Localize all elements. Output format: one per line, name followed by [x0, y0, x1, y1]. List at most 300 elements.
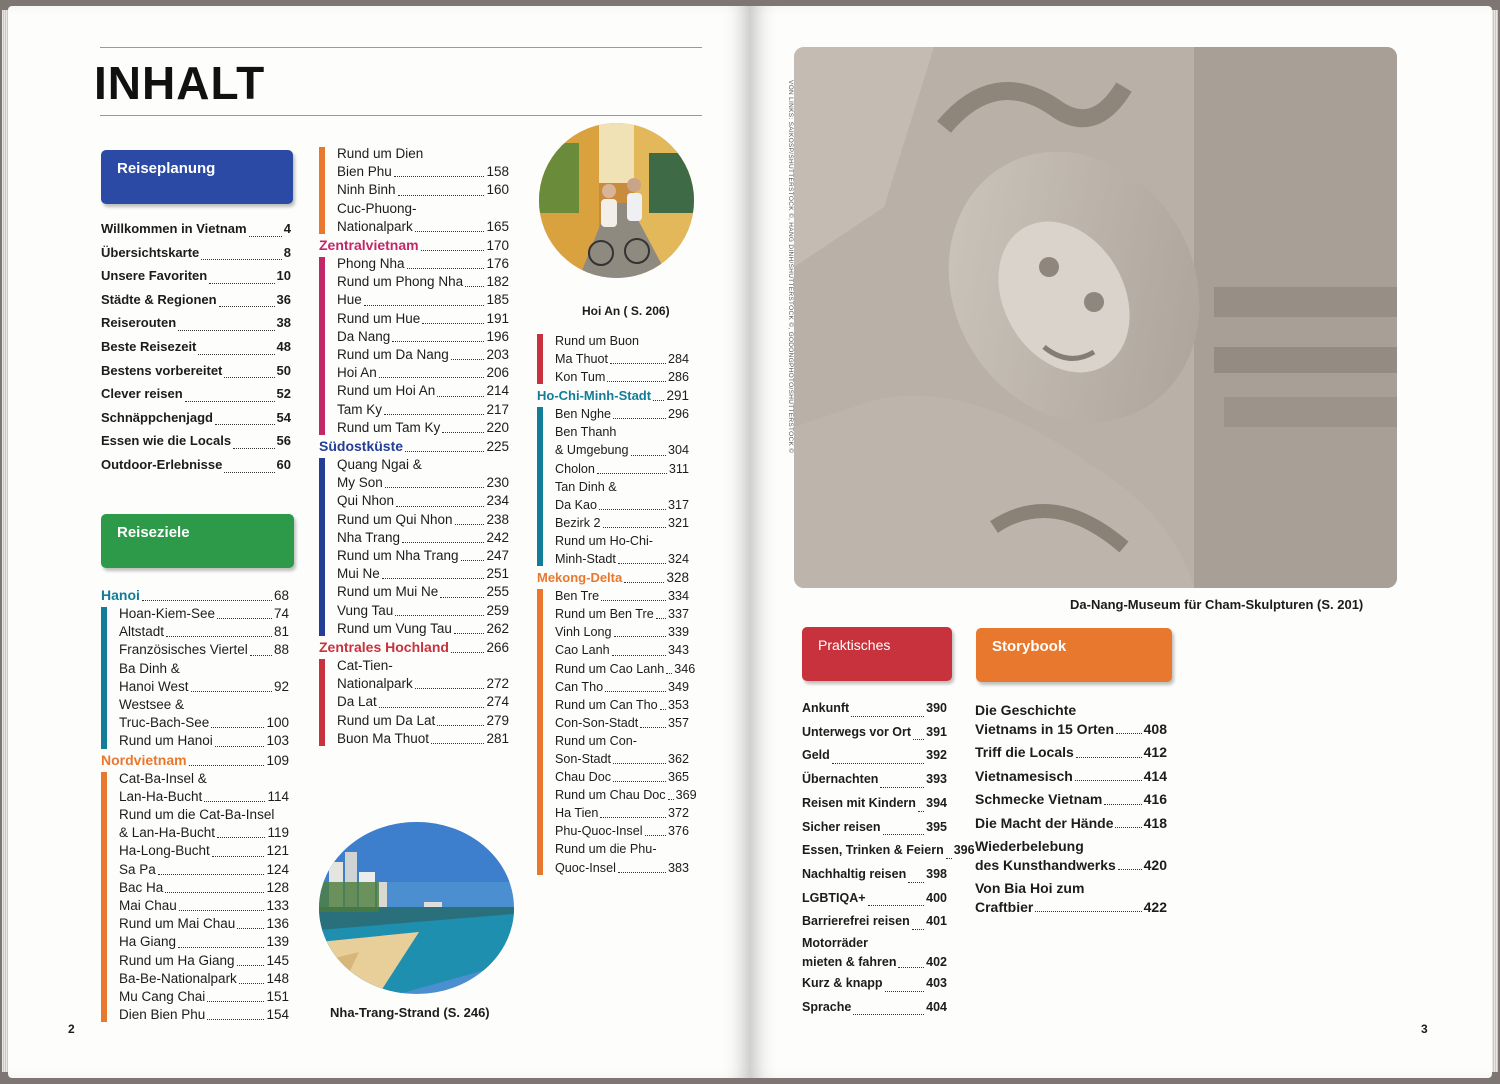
toc-entry — [555, 587, 689, 605]
toc-entry-label: Rund um Ben Tre — [555, 607, 654, 622]
toc-page-number: 383 — [667, 860, 689, 875]
toc-page-number: 10 — [276, 268, 291, 284]
toc-page-number: 145 — [266, 952, 289, 968]
toc-entry-label: Rund um Phong Nha — [337, 274, 464, 290]
toc-entry-label: Willkommen in Vietnam — [101, 221, 247, 236]
dot-leader — [613, 418, 666, 419]
toc-entry — [337, 511, 509, 529]
dot-leader — [656, 618, 666, 619]
toc-page-number: 396 — [953, 843, 975, 858]
dot-leader — [603, 527, 666, 528]
toc-entry — [802, 744, 947, 768]
dot-leader — [165, 892, 264, 893]
toc-page-number: 404 — [926, 999, 947, 1014]
toc-entry-label: Lan-Ha-Bucht — [119, 788, 203, 804]
toc-entry-label: Mui Ne — [337, 566, 380, 582]
section-title: Ho-Chi-Minh-Stadt — [537, 388, 652, 404]
toc-entry — [975, 814, 1167, 833]
toc-entry — [802, 863, 947, 887]
dot-leader — [601, 600, 666, 601]
toc-entry — [802, 996, 947, 1020]
toc-entry-line: Die Geschichte — [975, 702, 1077, 718]
toc-entry-label: mieten & fahren — [802, 955, 897, 970]
toc-entry — [337, 382, 509, 400]
dot-leader — [250, 655, 272, 656]
dot-leader — [918, 811, 924, 812]
dot-leader — [613, 763, 666, 764]
toc-entry-label: Altstadt — [119, 624, 165, 640]
toc-entry-label: Kurz & knapp — [802, 976, 883, 991]
page-title: INHALT — [94, 57, 266, 109]
toc-page-number: 369 — [675, 788, 697, 803]
toc-entry-label: Rund um Ha Giang — [119, 952, 235, 968]
toc-entry — [337, 218, 509, 236]
toc-page-number: 343 — [667, 643, 689, 658]
toc-entry-label: Vietnams in 15 Orten — [975, 720, 1115, 737]
toc-entry-label: My Son — [337, 475, 383, 491]
toc-entry-label: Qui Nhon — [337, 493, 395, 509]
toc-page-number: 362 — [667, 751, 689, 766]
section-title: Hanoi — [101, 587, 140, 603]
section-page-number: 266 — [486, 640, 509, 656]
toc-page-number: 418 — [1143, 814, 1167, 831]
toc-page-number: 191 — [486, 310, 509, 326]
toc-entry-label: Ba-Be-Nationalpark — [119, 970, 237, 986]
toc-entry-line: Rund um Ho-Chi- — [555, 533, 653, 548]
section-heading — [319, 638, 509, 657]
toc-entry-label: Sprache — [802, 999, 852, 1014]
toc-entry — [337, 310, 509, 328]
dot-leader — [614, 636, 666, 637]
toc-entry — [119, 678, 289, 696]
toc-page-number: 81 — [273, 624, 289, 640]
page-edge-right — [1492, 10, 1498, 1072]
toc-entry-label: Rund um Hoi An — [337, 383, 436, 399]
toc-page-number: 284 — [667, 352, 689, 367]
toc-page-number: 372 — [667, 806, 689, 821]
toc-page-number: 414 — [1143, 767, 1167, 784]
toc-page-number: 238 — [486, 511, 509, 527]
dot-leader — [832, 763, 924, 764]
toc-entry — [337, 291, 509, 309]
section-heading — [537, 386, 689, 405]
toc-entry-label: Mai Chau — [119, 898, 177, 914]
dot-leader — [215, 746, 265, 747]
section-heading — [319, 236, 509, 255]
toc-page-number: 182 — [486, 274, 509, 290]
toc-entry-label: Cao Lanh — [555, 643, 610, 658]
dot-leader — [868, 905, 925, 906]
photo-credit: VON LINKS: SAIKOSP/SHUTTERSTOCK ©, HANG DINH/SHUTTERSTOCK ©, GODONGPHOTO/SHUTTERSTOCK © — [787, 80, 794, 454]
toc-entry — [555, 605, 689, 623]
toc-entry-label: Phong Nha — [337, 256, 405, 272]
toc-entry-label: Französisches Viertel — [119, 642, 248, 658]
toc-entry — [975, 898, 1167, 917]
toc-page-number: 151 — [266, 989, 289, 1005]
toc-entry — [119, 842, 289, 860]
toc-page-number: 214 — [486, 383, 509, 399]
nha-trang-caption: Nha-Trang-Strand (S. 246) — [330, 1005, 490, 1020]
toc-entry-label: Nha Trang — [337, 529, 401, 545]
section-heading — [319, 437, 509, 456]
toc-entry-line: Ben Thanh — [555, 425, 617, 440]
section-page-number: 225 — [486, 439, 509, 455]
toc-group — [319, 657, 509, 748]
title-rule-top — [100, 47, 702, 48]
toc-entry-label: Rund um Da Lat — [337, 712, 436, 728]
dot-leader — [668, 799, 674, 800]
toc-page-number: 158 — [486, 164, 509, 180]
toc-entry-label: Schmecke Vietnam — [975, 791, 1103, 807]
toc-entry — [101, 264, 291, 288]
toc-entry-label: Reiserouten — [101, 315, 177, 331]
color-bar — [319, 458, 325, 636]
toc-page-number: 119 — [267, 825, 289, 841]
toc-entry-label: Ha Giang — [119, 934, 177, 950]
toc-entry-label: & Lan-Ha-Bucht — [119, 825, 216, 841]
dot-leader — [612, 655, 666, 656]
toc-entry-line: Rund um die Cat-Ba-Insel — [119, 807, 275, 823]
toc-entry-label: Rund um Nha Trang — [337, 548, 459, 564]
toc-entry-label: Mu Cang Chai — [119, 989, 206, 1005]
section-heading — [101, 586, 289, 605]
toc-page-number: 217 — [486, 401, 509, 417]
toc-page-number: 103 — [266, 733, 289, 749]
toc-entry-label: Buon Ma Thuot — [337, 730, 430, 746]
dot-leader — [451, 359, 485, 360]
toc-column-1 — [101, 586, 289, 1024]
dot-leader — [454, 633, 485, 634]
section-page-number: 170 — [486, 238, 509, 254]
toc-entry — [101, 241, 291, 265]
color-bar — [537, 334, 543, 384]
da-nang-sculpture-photo — [794, 47, 1397, 588]
toc-page-number: 365 — [667, 770, 689, 785]
toc-entry-label: Bezirk 2 — [555, 515, 601, 530]
toc-entry-label: Da Nang — [337, 328, 391, 344]
toc-page-number: 48 — [276, 338, 291, 354]
toc-entry-label: des Kunsthandwerks — [975, 856, 1116, 873]
toc-page-number: 324 — [667, 552, 689, 567]
toc-entry-line: Cat-Ba-Insel & — [119, 770, 207, 786]
toc-entry — [802, 721, 947, 745]
toc-page-number: 54 — [276, 409, 291, 425]
hoi-an-photo — [539, 123, 694, 278]
toc-entry — [337, 602, 509, 620]
toc-entry — [337, 163, 509, 181]
toc-page-number: 339 — [667, 625, 689, 640]
dot-leader — [212, 856, 265, 857]
toc-page-number: 321 — [667, 515, 689, 530]
toc-page-number: 148 — [266, 970, 289, 986]
color-bar — [319, 147, 325, 234]
toc-page-number: 394 — [926, 795, 947, 810]
section-page-number: 68 — [273, 588, 289, 603]
toc-entry-label: Übernachten — [802, 772, 879, 787]
toc-entry-label: Outdoor-Erlebnisse — [101, 456, 223, 472]
dot-leader — [209, 283, 274, 284]
toc-entry — [555, 786, 697, 804]
toc-entry — [555, 678, 689, 696]
dot-leader — [883, 834, 925, 835]
dot-leader — [653, 400, 664, 401]
dot-leader — [189, 765, 265, 766]
toc-page-number: 296 — [667, 407, 689, 422]
toc-page-number: 251 — [486, 566, 509, 582]
toc-page-number: 337 — [667, 607, 689, 622]
dot-leader — [908, 882, 924, 883]
toc-entry — [337, 693, 509, 711]
toc-group — [101, 770, 289, 1025]
toc-page-number: 242 — [486, 529, 509, 545]
dot-leader — [422, 323, 484, 324]
dot-leader — [178, 947, 264, 948]
toc-entry-label: Vung Tau — [337, 602, 394, 618]
toc-entry-label: Rund um Cao Lanh — [555, 661, 665, 676]
toc-entry — [119, 641, 289, 659]
toc-entry — [337, 181, 509, 199]
toc-entry-label: Beste Reisezeit — [101, 338, 197, 354]
toc-entry — [119, 952, 289, 970]
dot-leader — [880, 787, 924, 788]
toc-page-number: 88 — [273, 642, 289, 658]
toc-page-number: 185 — [486, 292, 509, 308]
toc-page-number: 304 — [667, 443, 689, 458]
toc-entry-label: Sa Pa — [119, 861, 156, 877]
dot-leader — [204, 801, 265, 802]
toc-entry — [119, 897, 289, 915]
toc-entry — [555, 822, 689, 840]
color-bar — [319, 659, 325, 746]
dot-leader — [219, 306, 275, 307]
toc-entry — [802, 697, 947, 721]
toc-entry-label: Craftbier — [975, 898, 1034, 915]
dot-leader — [224, 472, 274, 473]
dot-leader — [198, 354, 274, 355]
dot-leader — [207, 1019, 264, 1020]
toc-entry — [802, 816, 947, 840]
toc-entry-label: Unsere Favoriten — [101, 268, 208, 284]
dot-leader — [407, 268, 485, 269]
toc-entry — [119, 915, 289, 933]
toc-entry — [119, 714, 289, 732]
toc-entry-label: Rund um Tam Ky — [337, 419, 441, 435]
toc-entry-line: Tan Dinh & — [555, 479, 617, 494]
dot-leader — [1075, 780, 1142, 781]
toc-entry — [119, 824, 289, 842]
toc-page-number: 412 — [1143, 744, 1167, 760]
toc-entry-label: Rund um Can Tho — [555, 697, 658, 712]
dot-leader — [379, 707, 485, 708]
dot-leader — [158, 874, 265, 875]
toc-entry — [337, 730, 509, 748]
dot-leader — [364, 305, 485, 306]
dot-leader — [431, 743, 484, 744]
toc-page-number: 279 — [486, 712, 509, 728]
dot-leader — [179, 910, 265, 911]
toc-entry — [119, 623, 289, 641]
toc-entry-label: Essen wie die Locals — [101, 433, 232, 449]
toc-page-number: 349 — [667, 679, 689, 694]
toc-entry-label: Nachhaltig reisen — [802, 866, 907, 881]
toc-entry — [337, 547, 509, 565]
dot-leader — [666, 673, 672, 674]
toc-entry — [802, 839, 975, 863]
toc-entry — [975, 790, 1167, 809]
toc-entry — [337, 583, 509, 601]
toc-entry-label: Ha Tien — [555, 806, 599, 821]
section-title: Zentralvietnam — [319, 237, 419, 254]
toc-entry — [119, 861, 289, 879]
dot-leader — [440, 597, 484, 598]
toc-entry-label: Con-Son-Stadt — [555, 715, 639, 730]
toc-group — [537, 332, 689, 386]
toc-column-3 — [537, 332, 697, 877]
toc-entry-label: Nationalpark — [337, 218, 413, 234]
toc-entry-line: Rund um Con- — [555, 733, 637, 748]
toc-page-number: 8 — [283, 244, 291, 260]
toc-entry — [337, 419, 509, 437]
toc-entry-label: Sicher reisen — [802, 819, 881, 834]
toc-entry-label: Ben Nghe — [555, 407, 612, 422]
dot-leader — [1118, 869, 1142, 870]
toc-entry-label: Tam Ky — [337, 401, 383, 417]
toc-page-number: 56 — [276, 433, 291, 449]
toc-entry-line: Wiederbelebung — [975, 838, 1084, 854]
toc-page-number: 272 — [486, 676, 509, 692]
dot-leader — [211, 727, 264, 728]
dot-leader — [599, 509, 666, 510]
toc-group — [319, 145, 509, 236]
toc-group — [537, 587, 697, 877]
toc-page-number: 38 — [276, 315, 291, 331]
toc-entry — [802, 952, 947, 972]
toc-entry-label: LGBTIQA+ — [802, 890, 866, 905]
toc-page-number: 259 — [486, 602, 509, 618]
section-title: Südostküste — [319, 438, 404, 455]
toc-entry-label: Hue — [337, 292, 362, 308]
toc-entry-label: Minh-Stadt — [555, 552, 616, 567]
toc-entry — [555, 496, 689, 514]
toc-page-number: 393 — [926, 772, 947, 787]
dot-leader — [402, 542, 484, 543]
toc-entry — [975, 767, 1167, 786]
toc-entry-label: Son-Stadt — [555, 751, 612, 766]
toc-entry-label: Can Tho — [555, 679, 604, 694]
dot-leader — [249, 236, 282, 237]
dot-leader — [618, 563, 666, 564]
color-bar — [101, 607, 107, 749]
toc-page-number: 206 — [486, 365, 509, 381]
dot-leader — [142, 600, 272, 601]
toc-entry — [337, 529, 509, 547]
toc-page-number: 133 — [266, 898, 289, 914]
toc-entry — [555, 550, 689, 568]
toc-entry-line: Cuc-Phuong- — [337, 200, 417, 216]
toc-page-number: 50 — [276, 362, 291, 378]
toc-entry-label: Rund um Mui Ne — [337, 584, 439, 600]
toc-entry-line: Rund um die Phu- — [555, 842, 657, 857]
toc-page-number: 121 — [266, 843, 289, 859]
toc-entry-label: Hanoi West — [119, 678, 189, 694]
toc-group — [101, 605, 289, 751]
dot-leader — [455, 524, 485, 525]
toc-page-number: 203 — [486, 347, 509, 363]
toc-page-number: 395 — [926, 819, 947, 834]
dot-leader — [1115, 827, 1141, 828]
dot-leader — [382, 578, 485, 579]
toc-entry — [802, 768, 947, 792]
toc-entry-label: Geld — [802, 748, 830, 763]
toc-entry-label: Ha-Long-Bucht — [119, 843, 210, 859]
toc-entry — [555, 750, 689, 768]
toc-entry — [337, 273, 509, 291]
toc-entry — [101, 406, 291, 430]
section-heading — [537, 568, 689, 587]
toc-page-number: 36 — [276, 291, 291, 307]
dot-leader — [239, 983, 265, 984]
toc-entry-label: Vinh Long — [555, 625, 612, 640]
dot-leader — [217, 837, 265, 838]
toc-group — [537, 405, 689, 568]
dot-leader — [607, 381, 666, 382]
dot-leader — [613, 781, 666, 782]
toc-page-number: 274 — [486, 694, 509, 710]
toc-entry-label: Essen, Trinken & Feiern — [802, 843, 944, 858]
toc-entry-label: Hoi An — [337, 365, 377, 381]
dot-leader — [415, 688, 485, 689]
toc-entry — [337, 364, 509, 382]
toc-entry — [337, 328, 509, 346]
storybook-box: Storybook — [976, 628, 1172, 682]
dot-leader — [461, 560, 485, 561]
toc-page-number: 4 — [283, 221, 291, 236]
section-title: Zentrales Hochland — [319, 639, 449, 656]
dot-leader — [624, 582, 664, 583]
dot-leader — [396, 506, 484, 507]
dot-leader — [185, 401, 275, 402]
toc-page-number: 114 — [267, 788, 289, 804]
page-number-right: 3 — [1421, 1022, 1428, 1036]
toc-page-number: 160 — [486, 182, 509, 198]
dot-leader — [597, 473, 667, 474]
dot-leader — [1116, 733, 1142, 734]
dot-leader — [191, 691, 272, 692]
toc-entry-label: Dien Bien Phu — [119, 1007, 206, 1023]
toc-page-number: 92 — [273, 678, 289, 694]
dot-leader — [1035, 911, 1141, 912]
toc-entry-label: Chau Doc — [555, 770, 612, 785]
toc-group — [319, 255, 509, 437]
toc-entry-label: Triff die Locals — [975, 744, 1074, 760]
toc-entry — [555, 660, 696, 678]
storybook-list — [975, 701, 1167, 921]
toc-page-number: 100 — [266, 715, 289, 731]
toc-page-number: 286 — [667, 370, 689, 385]
toc-entry — [101, 359, 291, 383]
toc-entry — [555, 368, 689, 386]
toc-page-number: 262 — [486, 620, 509, 636]
toc-page-number: 230 — [486, 475, 509, 491]
toc-page-number: 357 — [667, 715, 689, 730]
toc-entry — [555, 405, 689, 423]
toc-entry-label: Rund um Hue — [337, 310, 421, 326]
toc-page-number: 124 — [266, 861, 289, 877]
toc-page-number: 403 — [926, 976, 947, 991]
dot-leader — [898, 967, 924, 968]
section-page-number: 291 — [666, 388, 689, 404]
section-page-number: 328 — [666, 570, 689, 586]
